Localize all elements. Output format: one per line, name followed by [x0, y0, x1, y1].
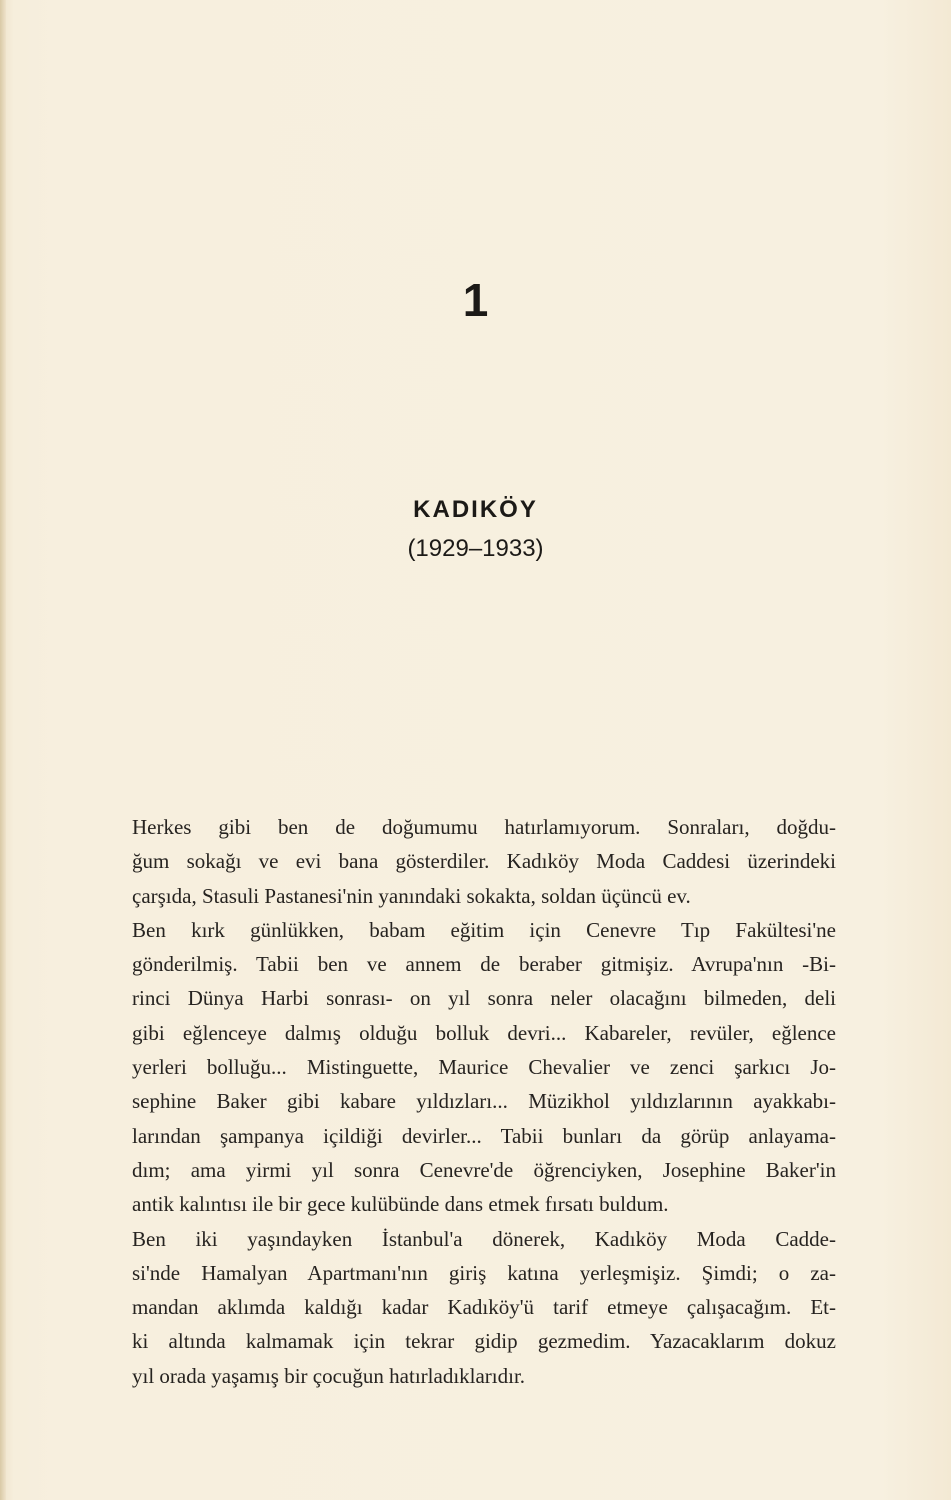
text-line: dım; ama yirmi yıl sonra Cenevre'de öğrenciyken, Josephine Baker'in — [132, 1157, 836, 1182]
chapter-title: KADIKÖY — [413, 496, 538, 523]
text-line: Ben kırk günlükken, babam eğitim için Cenevre Tıp Fakültesi'ne — [132, 917, 836, 942]
text-line: rinci Dünya Harbi sonrası- on yıl sonra neler olacağını bilmeden, deli — [132, 986, 836, 1011]
text-line: Herkes gibi ben de doğumumu hatırlamıyorum. Sonraları, doğdu- — [132, 815, 836, 839]
text-line: si'nde Hamalyan Apartmanı'nın giriş katına yerleşmişiz. Şimdi; o za- — [132, 1260, 836, 1285]
text-line: ğum sokağı ve evi bana gösterdiler. Kadıköy Moda Caddesi üzerindeki — [132, 849, 836, 874]
text-line: yerleri bolluğu... Mistinguette, Maurice Chevalier ve zenci şarkıcı Jo- — [132, 1055, 836, 1080]
text-line: larından şampanya içildiği devirler... Tabii bunları da görüp anlayama- — [132, 1123, 836, 1148]
text-line: yıl orada yaşamış bir çocuğun hatırladıklarıdır. — [132, 1363, 526, 1388]
text-line: gönderilmiş. Tabii ben ve annem de beraber gitmişiz. Avrupa'nın -Bi- — [132, 952, 836, 977]
chapter-body-text — [132, 810, 836, 1393]
chapter-years: (1929–1933) — [407, 535, 544, 562]
text-line: sephine Baker gibi kabare yıldızları... Müzikhol yıldızlarının ayakkabı- — [132, 1089, 836, 1114]
text-line: gibi eğlenceye dalmış olduğu bolluk devri... Kabareler, revüler, eğlence — [132, 1020, 836, 1045]
text-line: çarşıda, Stasuli Pastanesi'nin yanındaki sokakta, soldan üçüncü ev. — [132, 883, 691, 908]
text-line: mandan aklımda kaldığı kadar Kadıköy'ü tarif etmeye çalışacağım. Et- — [132, 1295, 836, 1320]
text-line: Ben iki yaşındayken İstanbul'a dönerek, Kadıköy Moda Cadde- — [132, 1226, 836, 1251]
text-line: antik kalıntısı ile bir gece kulübünde dans etmek fırsatı buldum. — [132, 1192, 669, 1217]
text-line: ki altında kalmamak için tekrar gidip gezmedim. Yazacaklarım dokuz — [132, 1329, 836, 1354]
chapter-number: 1 — [462, 274, 489, 326]
page-binding-edge — [0, 0, 6, 1500]
